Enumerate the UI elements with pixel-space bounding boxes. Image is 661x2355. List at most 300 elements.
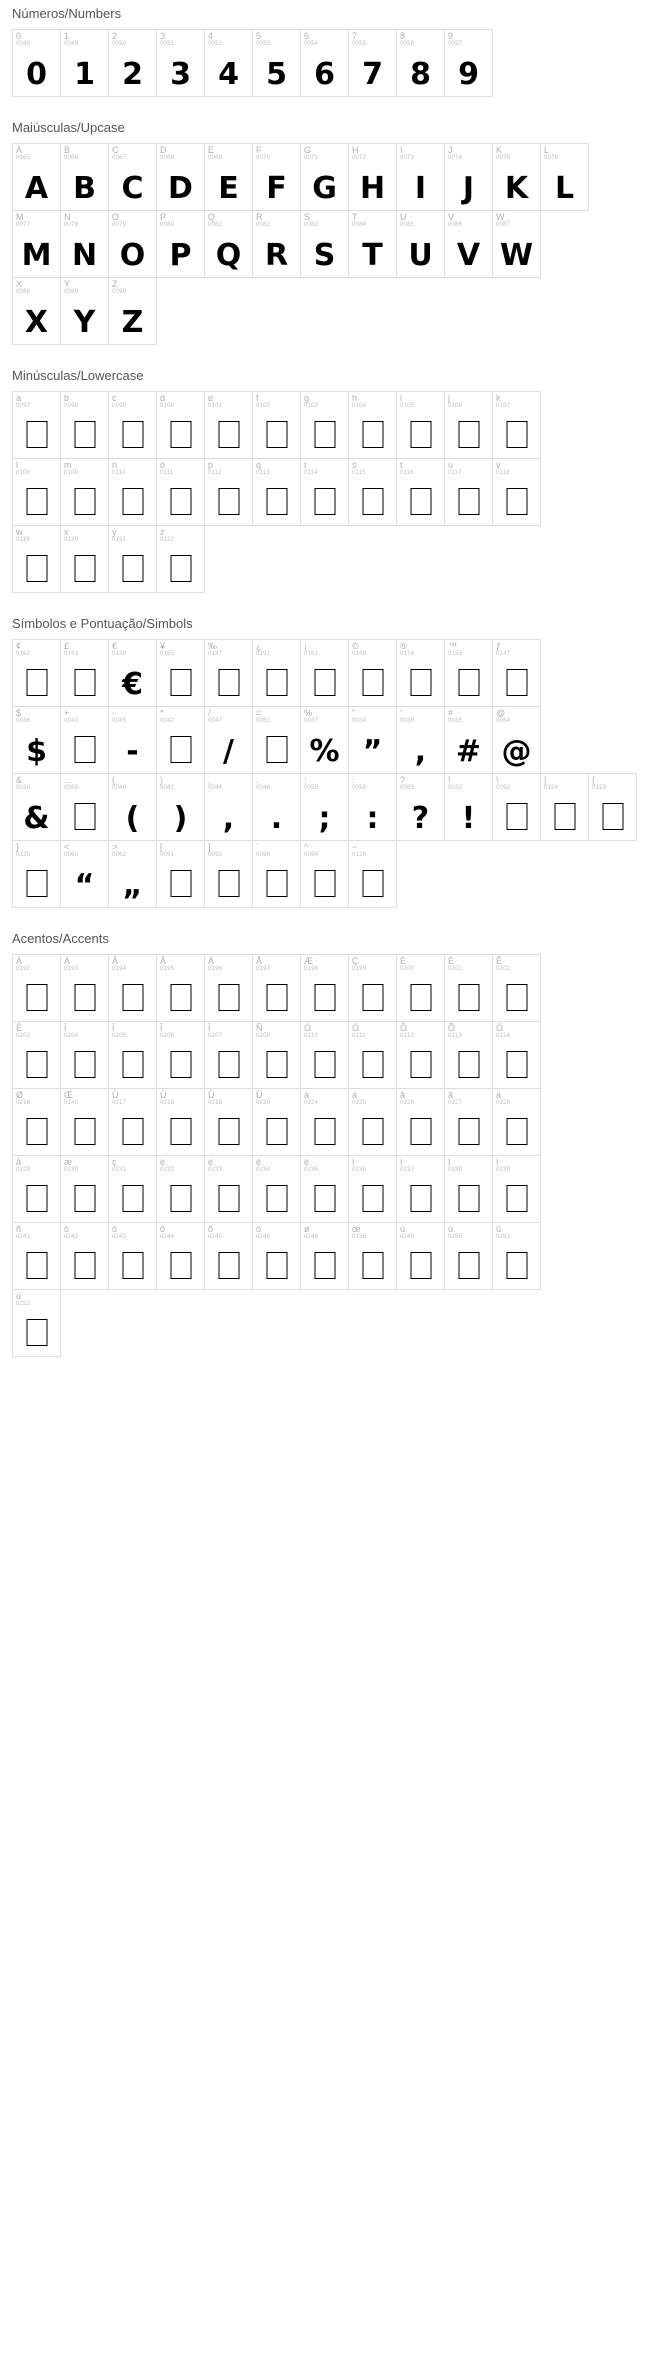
glyph-render: ! — [461, 801, 476, 836]
glyph-header — [397, 707, 414, 725]
glyph-cell[interactable] — [348, 639, 397, 707]
missing-glyph-box — [266, 870, 287, 897]
glyph-cell[interactable] — [60, 458, 109, 526]
glyph-cell[interactable] — [12, 954, 61, 1022]
glyph-char-label: Ô — [400, 1023, 408, 1033]
glyph-char-label: ( — [112, 775, 115, 785]
glyph-cell[interactable] — [204, 1222, 253, 1290]
glyph-cell[interactable] — [156, 1021, 205, 1089]
missing-glyph-box — [122, 984, 143, 1011]
glyph-cell[interactable] — [108, 1155, 157, 1223]
glyph-cell[interactable] — [12, 458, 61, 526]
glyph-code-label: 0059 — [304, 785, 319, 792]
glyph-row — [0, 458, 661, 525]
glyph-char-label: - — [112, 708, 115, 718]
glyph-cell[interactable] — [444, 639, 493, 707]
glyph-cell[interactable] — [108, 1088, 157, 1156]
glyph-code-label: 0231 — [112, 1167, 127, 1174]
glyph-cell[interactable] — [60, 277, 109, 345]
glyph-cell[interactable] — [108, 840, 157, 908]
glyph-code-label: 0075 — [496, 155, 511, 162]
glyph-cell[interactable] — [60, 1021, 109, 1089]
glyph-cell[interactable] — [60, 1088, 109, 1156]
section-title: Minúsculas/Lowercase — [12, 368, 144, 383]
glyph-code-label: 0224 — [304, 1100, 319, 1107]
glyph-cell[interactable] — [12, 1088, 61, 1156]
glyph-cell[interactable] — [492, 954, 541, 1022]
glyph-char-label: æ — [64, 1157, 73, 1167]
glyph-char-label: c — [112, 393, 117, 403]
glyph-cell[interactable] — [108, 639, 157, 707]
glyph-cell[interactable] — [108, 458, 157, 526]
glyph-cell[interactable] — [396, 1155, 445, 1223]
glyph-char-label: a — [16, 393, 22, 403]
glyph-cell[interactable] — [444, 458, 493, 526]
glyph-cell[interactable] — [492, 391, 541, 459]
glyph-code-label: 0242 — [64, 1234, 79, 1241]
glyph-cell[interactable] — [60, 143, 109, 211]
glyph-render: V — [456, 238, 481, 273]
glyph-cell[interactable] — [252, 639, 301, 707]
glyph-cell[interactable] — [60, 210, 109, 278]
glyph-header — [349, 459, 366, 477]
glyph-header — [253, 1223, 270, 1241]
glyph-cell[interactable] — [396, 1088, 445, 1156]
glyph-cell[interactable] — [300, 954, 349, 1022]
glyph-char-label: g — [304, 393, 310, 403]
glyph-cell[interactable] — [108, 1222, 157, 1290]
glyph-header — [13, 1223, 30, 1241]
glyph-cell[interactable] — [156, 773, 205, 841]
glyph-char-label: O — [112, 212, 120, 222]
glyph-cell[interactable] — [348, 1088, 397, 1156]
glyph-cell[interactable] — [300, 458, 349, 526]
glyph-cell[interactable] — [252, 1222, 301, 1290]
glyph-code-label: 0227 — [448, 1100, 463, 1107]
glyph-render: Q — [215, 238, 242, 273]
glyph-cell[interactable] — [156, 1222, 205, 1290]
glyph-code-label: 0202 — [496, 966, 511, 973]
glyph-cell[interactable] — [12, 1222, 61, 1290]
glyph-cell[interactable] — [492, 210, 541, 278]
glyph-cell[interactable] — [108, 29, 157, 97]
glyph-render: R — [264, 238, 289, 273]
missing-glyph-box — [314, 870, 335, 897]
glyph-cell[interactable] — [12, 639, 61, 707]
glyph-cell[interactable] — [108, 391, 157, 459]
glyph-char-label: i — [400, 393, 402, 403]
glyph-cell[interactable] — [444, 143, 493, 211]
glyph-char-label: x — [64, 527, 69, 537]
missing-glyph-box — [74, 488, 95, 515]
glyph-cell[interactable] — [252, 210, 301, 278]
glyph-cell[interactable] — [348, 954, 397, 1022]
glyph-cell[interactable] — [300, 706, 349, 774]
glyph-cell[interactable] — [156, 1088, 205, 1156]
glyph-header — [109, 1223, 126, 1241]
section-lowercase — [0, 362, 661, 592]
glyph-cell[interactable] — [60, 525, 109, 593]
glyph-cell[interactable] — [348, 143, 397, 211]
glyph-cell[interactable] — [252, 391, 301, 459]
glyph-cell[interactable] — [12, 143, 61, 211]
glyph-cell[interactable] — [492, 1021, 541, 1089]
glyph-header — [301, 30, 318, 48]
glyph-cell[interactable] — [204, 840, 253, 908]
glyph-cell[interactable] — [396, 1021, 445, 1089]
glyph-code-label: 0079 — [112, 222, 127, 229]
glyph-header — [61, 278, 78, 296]
glyph-cell[interactable] — [300, 1021, 349, 1089]
glyph-header — [253, 1089, 270, 1107]
glyph-cell[interactable] — [492, 458, 541, 526]
glyph-char-label: å — [16, 1157, 22, 1167]
glyph-cell[interactable] — [492, 639, 541, 707]
glyph-header — [13, 526, 30, 544]
glyph-cell[interactable] — [348, 391, 397, 459]
glyph-header — [13, 774, 30, 792]
glyph-cell[interactable] — [156, 1155, 205, 1223]
glyph-cell[interactable] — [444, 1155, 493, 1223]
glyph-cell[interactable] — [204, 1088, 253, 1156]
glyph-cell[interactable] — [300, 29, 349, 97]
glyph-cell[interactable] — [300, 1088, 349, 1156]
glyph-header — [13, 392, 30, 410]
glyph-cell[interactable] — [108, 773, 157, 841]
glyph-cell[interactable] — [444, 1021, 493, 1089]
glyph-code-label: 0034 — [352, 718, 367, 725]
glyph-code-label: 0057 — [448, 41, 463, 48]
glyph-char-label: \ — [496, 775, 499, 785]
glyph-cell[interactable] — [156, 143, 205, 211]
glyph-cell[interactable] — [12, 29, 61, 97]
glyph-cell[interactable] — [348, 840, 397, 908]
glyph-cell[interactable] — [108, 525, 157, 593]
glyph-cell[interactable] — [108, 706, 157, 774]
glyph-cell[interactable] — [156, 639, 205, 707]
glyph-code-label: 0061 — [256, 718, 271, 725]
missing-glyph-box — [362, 1185, 383, 1212]
glyph-code-label: 0092 — [496, 785, 511, 792]
glyph-cell[interactable] — [348, 1222, 397, 1290]
glyph-cell[interactable] — [300, 143, 349, 211]
glyph-cell[interactable] — [252, 143, 301, 211]
glyph-cell[interactable] — [60, 773, 109, 841]
glyph-char-label: W — [496, 212, 505, 222]
glyph-cell[interactable] — [348, 29, 397, 97]
glyph-code-label: 0107 — [496, 403, 511, 410]
missing-glyph-box — [458, 1185, 479, 1212]
glyph-cell[interactable] — [12, 1289, 61, 1357]
glyph-render: M — [21, 238, 52, 273]
glyph-cell[interactable] — [156, 706, 205, 774]
glyph-cell[interactable] — [492, 1222, 541, 1290]
glyph-char-label: £ — [64, 641, 70, 651]
missing-glyph-box — [26, 1252, 47, 1279]
missing-glyph-box — [506, 1185, 527, 1212]
glyph-cell[interactable] — [444, 391, 493, 459]
glyph-code-label: 0104 — [352, 403, 367, 410]
glyph-cell[interactable] — [156, 525, 205, 593]
glyph-cell[interactable] — [348, 210, 397, 278]
glyph-cell[interactable] — [300, 773, 349, 841]
glyph-code-label: 0248 — [304, 1234, 319, 1241]
missing-glyph-box — [410, 488, 431, 515]
glyph-cell[interactable] — [252, 458, 301, 526]
glyph-code-label: 0106 — [448, 403, 463, 410]
glyph-header — [445, 144, 462, 162]
glyph-header — [61, 1022, 78, 1040]
glyph-code-label: 0082 — [256, 222, 271, 229]
glyph-render: S — [313, 238, 336, 273]
glyph-char-label: ® — [400, 641, 407, 651]
glyph-code-label: 0220 — [256, 1100, 271, 1107]
glyph-header — [61, 707, 78, 725]
glyph-char-label: C — [112, 145, 119, 155]
glyph-cell[interactable] — [204, 391, 253, 459]
glyph-cell[interactable] — [252, 840, 301, 908]
glyph-char-label: é — [208, 1157, 214, 1167]
glyph-cell[interactable] — [396, 458, 445, 526]
glyph-header — [157, 1089, 174, 1107]
glyph-code-label: 0101 — [208, 403, 223, 410]
glyph-code-label: 0043 — [64, 718, 79, 725]
glyph-header — [397, 30, 414, 48]
glyph-cell[interactable] — [444, 1222, 493, 1290]
missing-glyph-box — [74, 1051, 95, 1078]
glyph-cell[interactable] — [348, 1021, 397, 1089]
glyph-cell[interactable] — [12, 840, 61, 908]
glyph-cell[interactable] — [204, 458, 253, 526]
glyph-cell[interactable] — [492, 706, 541, 774]
glyph-cell[interactable] — [252, 1021, 301, 1089]
glyph-char-label: ¡ — [304, 641, 307, 651]
glyph-cell[interactable] — [348, 773, 397, 841]
glyph-header — [301, 459, 318, 477]
glyph-header — [13, 707, 30, 725]
glyph-cell[interactable] — [252, 1155, 301, 1223]
missing-glyph-box — [314, 488, 335, 515]
glyph-cell[interactable] — [108, 1021, 157, 1089]
missing-glyph-box — [122, 1185, 143, 1212]
glyph-header — [349, 144, 366, 162]
glyph-cell[interactable] — [108, 954, 157, 1022]
missing-glyph-box — [314, 1118, 335, 1145]
glyph-code-label: 0217 — [112, 1100, 127, 1107]
glyph-header — [349, 841, 366, 859]
glyph-cell[interactable] — [348, 706, 397, 774]
glyph-cell[interactable] — [492, 773, 541, 841]
glyph-cell[interactable] — [156, 954, 205, 1022]
glyph-cell[interactable] — [444, 210, 493, 278]
glyph-render: - — [126, 734, 139, 769]
glyph-header — [253, 841, 270, 859]
glyph-header — [109, 640, 126, 658]
glyph-cell[interactable] — [444, 954, 493, 1022]
glyph-cell[interactable] — [12, 773, 61, 841]
glyph-cell[interactable] — [60, 29, 109, 97]
missing-glyph-box — [170, 488, 191, 515]
glyph-cell[interactable] — [396, 143, 445, 211]
glyph-cell[interactable] — [300, 840, 349, 908]
glyph-header — [253, 392, 270, 410]
glyph-render: H — [359, 171, 386, 206]
glyph-cell[interactable] — [60, 391, 109, 459]
glyph-code-label: 0072 — [352, 155, 367, 162]
glyph-code-label: 0233 — [208, 1167, 223, 1174]
glyph-char-label: @ — [496, 708, 506, 718]
glyph-cell[interactable] — [204, 210, 253, 278]
glyph-cell[interactable] — [12, 210, 61, 278]
glyph-code-label: 0247 — [496, 651, 511, 658]
glyph-cell[interactable] — [204, 1155, 253, 1223]
glyph-code-label: 0039 — [400, 718, 415, 725]
glyph-cell[interactable] — [396, 706, 445, 774]
glyph-cell[interactable] — [60, 706, 109, 774]
glyph-row — [0, 1289, 661, 1356]
glyph-cell[interactable] — [12, 391, 61, 459]
glyph-render: % — [309, 734, 340, 769]
glyph-cell[interactable] — [444, 706, 493, 774]
glyph-cell[interactable] — [60, 1222, 109, 1290]
missing-glyph-box — [122, 1118, 143, 1145]
glyph-cell[interactable] — [252, 706, 301, 774]
glyph-header — [301, 392, 318, 410]
glyph-header — [493, 1022, 510, 1040]
glyph-char-label: J — [448, 145, 453, 155]
glyph-cell[interactable] — [396, 639, 445, 707]
glyph-cell[interactable] — [60, 639, 109, 707]
glyph-header — [493, 459, 510, 477]
glyph-code-label: 0193 — [64, 966, 79, 973]
glyph-header — [301, 955, 318, 973]
glyph-cell[interactable] — [156, 210, 205, 278]
glyph-cell[interactable] — [300, 1155, 349, 1223]
glyph-char-label: Ä — [208, 956, 215, 966]
glyph-cell[interactable] — [300, 391, 349, 459]
glyph-cell[interactable] — [60, 1155, 109, 1223]
glyph-cell[interactable] — [444, 29, 493, 97]
glyph-cell[interactable] — [252, 773, 301, 841]
glyph-code-label: 0219 — [208, 1100, 223, 1107]
glyph-cell[interactable] — [252, 29, 301, 97]
glyph-cell[interactable] — [300, 210, 349, 278]
glyph-header — [445, 1156, 462, 1174]
glyph-cell[interactable] — [444, 1088, 493, 1156]
glyph-code-label: 0065 — [16, 155, 31, 162]
glyph-cell[interactable] — [156, 391, 205, 459]
missing-glyph-box — [266, 736, 287, 763]
missing-glyph-box — [410, 669, 431, 696]
glyph-code-label: 0049 — [64, 41, 79, 48]
glyph-header — [253, 144, 270, 162]
glyph-char-label: f — [256, 393, 259, 403]
glyph-cell[interactable] — [396, 29, 445, 97]
glyph-header — [541, 774, 558, 792]
glyph-render: Y — [73, 305, 96, 340]
glyph-cell[interactable] — [300, 639, 349, 707]
glyph-code-label: 0232 — [160, 1167, 175, 1174]
glyph-cell[interactable] — [252, 954, 301, 1022]
glyph-cell[interactable] — [156, 29, 205, 97]
glyph-cell[interactable] — [396, 954, 445, 1022]
glyph-code-label: 0070 — [256, 155, 271, 162]
glyph-char-label: Ö — [496, 1023, 504, 1033]
glyph-char-label: 1 — [64, 31, 70, 41]
glyph-cell[interactable] — [492, 1088, 541, 1156]
glyph-header — [493, 955, 510, 973]
glyph-render: X — [24, 305, 49, 340]
glyph-cell[interactable] — [108, 210, 157, 278]
glyph-cell[interactable] — [204, 706, 253, 774]
glyph-cell[interactable] — [12, 277, 61, 345]
glyph-cell[interactable] — [60, 954, 109, 1022]
glyph-cell[interactable] — [396, 1222, 445, 1290]
glyph-cell[interactable] — [12, 525, 61, 593]
glyph-row — [0, 840, 661, 907]
glyph-cell[interactable] — [396, 773, 445, 841]
glyph-cell[interactable] — [396, 391, 445, 459]
glyph-cell[interactable] — [204, 29, 253, 97]
glyph-code-label: 0204 — [64, 1033, 79, 1040]
glyph-cell[interactable] — [444, 773, 493, 841]
glyph-cell[interactable] — [204, 1021, 253, 1089]
glyph-code-label: 0197 — [256, 966, 271, 973]
glyph-cell[interactable] — [588, 773, 637, 841]
glyph-cell[interactable] — [204, 639, 253, 707]
glyph-cell[interactable] — [348, 458, 397, 526]
glyph-cell[interactable] — [300, 1222, 349, 1290]
glyph-cell[interactable] — [12, 1155, 61, 1223]
glyph-code-label: 0111 — [160, 470, 174, 477]
glyph-cell[interactable] — [12, 1021, 61, 1089]
glyph-render: @ — [501, 734, 532, 769]
glyph-cell[interactable] — [204, 773, 253, 841]
glyph-cell[interactable] — [108, 277, 157, 345]
glyph-code-label: 0047 — [208, 718, 223, 725]
glyph-cell[interactable] — [252, 1088, 301, 1156]
glyph-cell[interactable] — [396, 210, 445, 278]
glyph-header — [301, 1089, 318, 1107]
glyph-render: “ — [74, 868, 95, 903]
glyph-header — [157, 30, 174, 48]
glyph-cell[interactable] — [492, 143, 541, 211]
glyph-cell[interactable] — [108, 143, 157, 211]
missing-glyph-box — [458, 1118, 479, 1145]
glyph-row — [0, 525, 661, 592]
glyph-header — [493, 774, 510, 792]
glyph-char-label: 5 — [256, 31, 262, 41]
glyph-code-label: 0211 — [352, 1033, 366, 1040]
glyph-cell[interactable] — [12, 706, 61, 774]
glyph-cell[interactable] — [60, 840, 109, 908]
glyph-cell[interactable] — [492, 1155, 541, 1223]
glyph-code-label: 0085 — [64, 785, 79, 792]
glyph-char-label: j — [448, 393, 450, 403]
glyph-cell[interactable] — [348, 1155, 397, 1223]
glyph-code-label: 0218 — [160, 1100, 175, 1107]
glyph-cell[interactable] — [204, 954, 253, 1022]
glyph-cell[interactable] — [540, 143, 589, 211]
glyph-char-label: A — [16, 145, 23, 155]
glyph-cell[interactable] — [540, 773, 589, 841]
glyph-cell[interactable] — [156, 840, 205, 908]
glyph-code-label: 0077 — [16, 222, 31, 229]
glyph-char-label: ; — [304, 775, 307, 785]
glyph-cell[interactable] — [204, 143, 253, 211]
glyph-code-label: 0226 — [400, 1100, 415, 1107]
glyph-cell[interactable] — [156, 458, 205, 526]
